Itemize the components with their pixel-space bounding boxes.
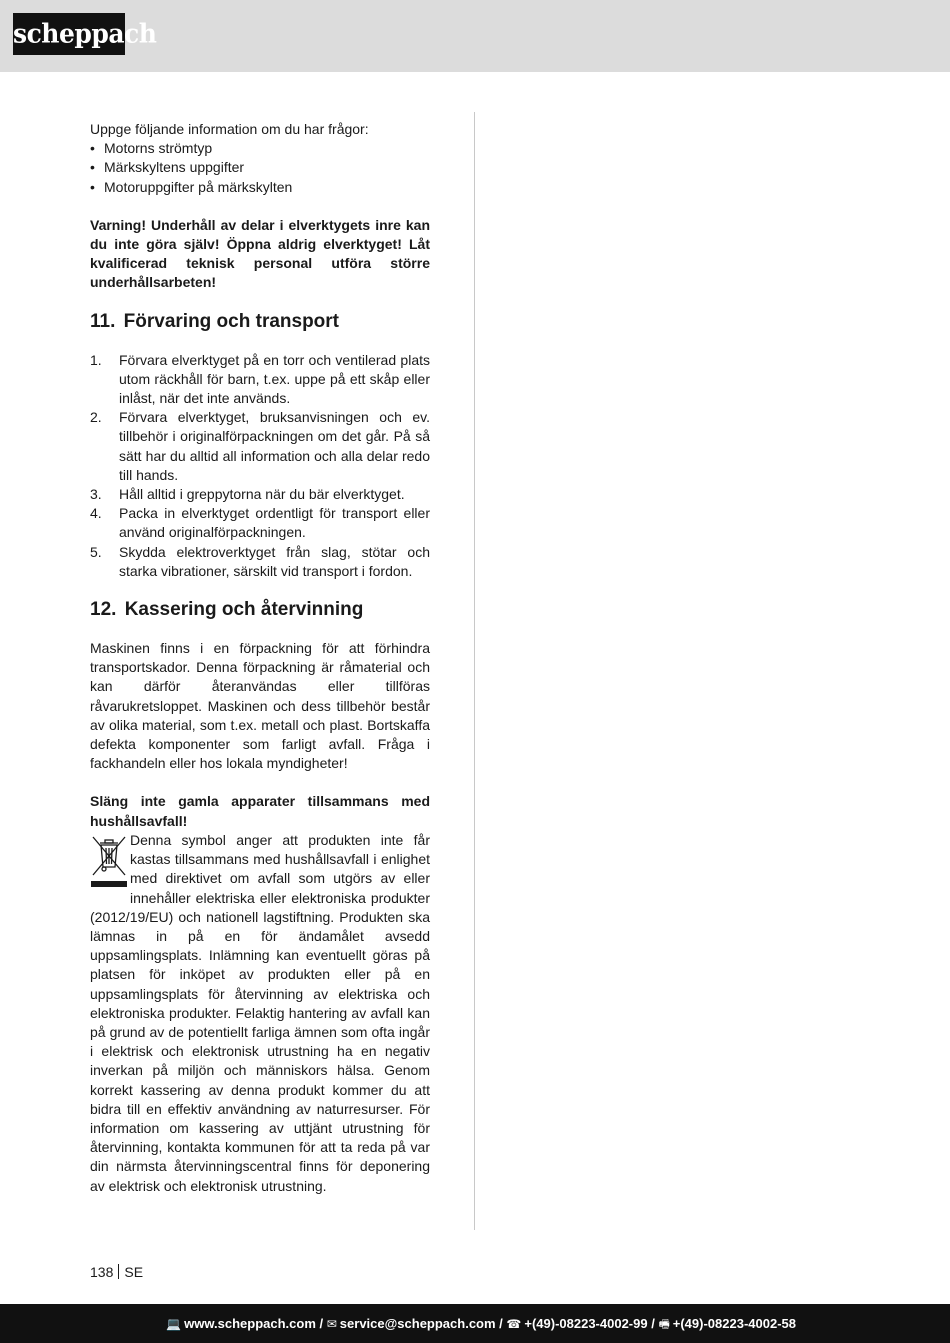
website-link[interactable]: www.scheppach.com / <box>184 1316 324 1331</box>
email-link[interactable]: service@scheppach.com / <box>339 1316 503 1331</box>
section-12-number: 12. <box>90 599 117 621</box>
left-column <box>90 120 430 1196</box>
intro-bullet: • Motorns strömtyp <box>90 139 430 158</box>
section-12-heading <box>90 599 430 621</box>
page-language: SE <box>124 1264 144 1280</box>
intro-bullet: • Märkskyltens uppgifter <box>90 158 430 177</box>
section-11-number: 11. <box>90 310 116 332</box>
phone-icon: ☎ <box>506 1317 522 1331</box>
section-11-heading <box>90 311 430 333</box>
crossed-bin-icon <box>90 833 128 891</box>
weee-paragraph: Denna symbol anger att produkten inte får kastas tillsammans med hushållsavfall i enlighet med direktivet om avfall som utgörs av eller innehåller elektriska eller elektroniska produkter (2012/19/EU) och nationell lagstiftning. Produkten ska lämnas in på en för ändamålet avsedd uppsamlingsplats. Inlämning kan eventuellt göras på platsen för inköpet av produkten eller på en uppsamlingsplats för återvinning av elektriska och elektroniska produkter. Felaktig hantering av avfall kan på grund av de potentiellt farliga ämnen som ofta ingår i elektrisk och elektronisk utrustning ha en negativ inverkan på miljön och människors hälsa. Genom korrekt kassering av denna produkt kommer du att bidra till en effektiv användning av naturresurser. För information om kassering av uttjänt utrustning för återvinning, kontakta kommunen för att ta reda på var din närmsta återvinningscentral finns för deponering av elektrisk och elektronisk utrustning. <box>90 831 430 1194</box>
section-11-title: Förvaring och transport <box>123 310 340 332</box>
mail-icon: ✉ <box>326 1317 337 1331</box>
intro-lead: Uppge följande information om du har frågor: <box>90 121 369 137</box>
contact-footer <box>0 1304 950 1343</box>
weee-block <box>90 831 430 1196</box>
column-divider <box>474 112 475 1230</box>
header-band <box>0 0 950 72</box>
intro-bullet: • Motoruppgifter på märkskylten <box>90 178 430 197</box>
list-item: 3. Håll alltid i greppytorna när du bär elverktyget. <box>90 486 405 503</box>
weee-heading: Släng inte gamla apparater tillsammans med hushållsavfall! <box>90 793 430 829</box>
monitor-icon: 💻 <box>166 1317 182 1331</box>
list-item: 5. Skydda elektroverktyget från slag, stötar och starka vibrationer, särskilt vid transport i fordon. <box>90 543 430 579</box>
phone-number: +(49)-08223-4002-99 / <box>524 1316 655 1331</box>
storage-steps-list <box>90 351 430 581</box>
list-item: 1. Förvara elverktyget på en torr och ventilerad plats utom räckhåll för barn, t.ex. uppe på ett skåp eller inlåst, när det inte används. <box>90 351 430 407</box>
page-separator <box>118 1264 119 1279</box>
disposal-paragraph: Maskinen finns i en förpackning för att förhindra transportskador. Denna förpackning är råmaterial och kan därför återanvändas eller tillföras råvarukretsloppet. Maskinen och dess tillbehör består av olika material, som t.ex. metall och plast. Bortskaffa defekta komponenter som farligt avfall. Fråga i fackhandeln eller hos lokala myndigheter! <box>90 640 430 772</box>
scheppach-logo: scheppach <box>13 13 125 55</box>
page-footer-number <box>90 1264 143 1280</box>
list-item: 4. Packa in elverktyget ordentligt för transport eller använd originalförpackningen. <box>90 505 430 541</box>
fax-icon: 🖷 <box>658 1317 670 1331</box>
page-number: 138 <box>90 1264 114 1280</box>
section-12-title: Kassering och återvinning <box>124 599 364 621</box>
maintenance-warning: Varning! Underhåll av delar i elverktygets inre kan du inte göra själv! Öppna aldrig elverktyget! Låt kvalificerad teknisk personal utföra större underhållsarbeten! <box>90 216 430 291</box>
fax-number: +(49)-08223-4002-58 <box>672 1316 796 1331</box>
intro-bullet-list <box>90 139 430 197</box>
list-item: 2. Förvara elverktyget, bruksanvisningen och ev. tillbehör i originalförpackningen om det går. På så sätt har du alltid all information och alla delar redo till hands. <box>90 409 430 483</box>
